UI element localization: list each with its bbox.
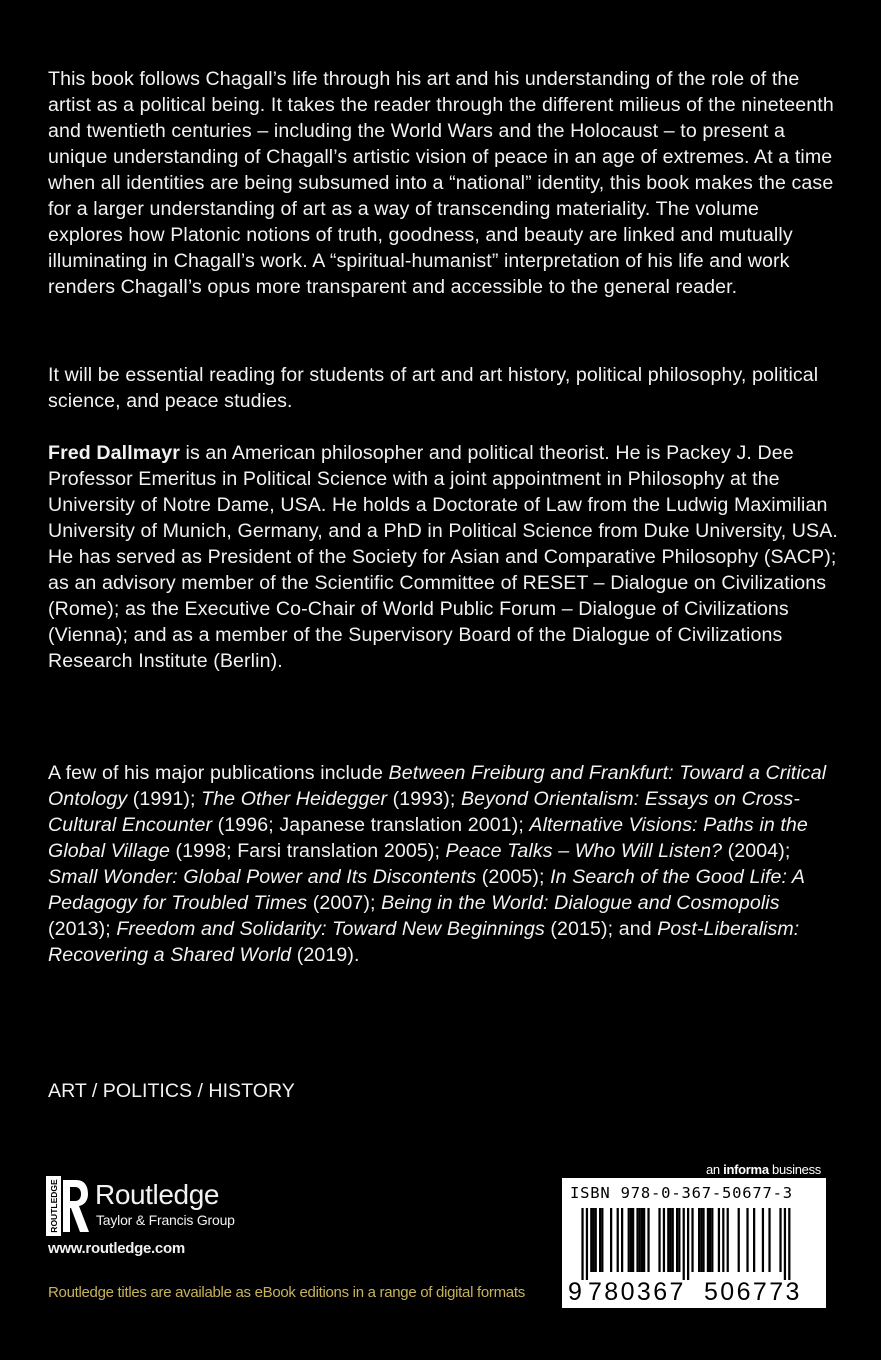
publication-title: Alternative Visions: Paths in the Global Village bbox=[48, 814, 808, 862]
informa-brand: informa bbox=[723, 1162, 769, 1177]
book-description bbox=[48, 66, 838, 300]
barcode-bar bbox=[643, 1208, 645, 1272]
barcode-bar bbox=[746, 1208, 748, 1272]
isbn-label: ISBN 978-0-367-50677-3 bbox=[570, 1184, 793, 1202]
barcode-bar bbox=[762, 1208, 764, 1272]
author-bio-text: is an American philosopher and political theorist. He is Packey J. Dee Professor Emeritus in Political Science with a joint appointment in Philosophy at the University of Notre Dame, USA. He holds a Doctorate of Law from the Ludwig Maximilian University of Munich, Germany, and a PhD in Political Science from Duke University, USA. He has served as President of the Society for Asian and Comparative Philosophy (SACP); as an advisory member of the Scientific Committee of RESET – Dialogue on Civilizations (Rome); as the Executive Co-Chair of World Public Forum – Dialogue of Civilizations (Vienna); and as a member of the Supervisory Board of the Dialogue of Civilizations Research Institute (Berlin). bbox=[48, 442, 838, 672]
description-paragraph-1: This book follows Chagall’s life through his art and his understanding of the role of the artist as a political being. It takes the reader through the different milieus of the nineteenth and twentieth centuries – including the World Wars and the Holocaust – to present a unique understanding of Chagall’s artistic vision of peace in an age of extremes. At a time when all identities are being subsumed into a “national” identity, this book makes the case for a larger understanding of art as a way of transcending materiality. The volume explores how Platonic notions of truth, goodness, and beauty are linked and mutually illuminating in Chagall’s work. A “spiritual-humanist” interpretation of his life and work renders Chagall’s opus more transparent and accessible to the general reader. bbox=[48, 68, 834, 298]
publication-text: (1998; Farsi translation 2005); bbox=[169, 840, 446, 862]
publisher-website: www.routledge.com bbox=[48, 1240, 185, 1257]
ean-right-group: 506773 bbox=[704, 1278, 802, 1306]
publication-text: (1996; Japanese translation 2001); bbox=[212, 814, 530, 836]
publication-title: Small Wonder: Global Power and Its Discontents bbox=[48, 866, 477, 888]
publication-text: (2019). bbox=[291, 944, 360, 966]
publication-text: (2005); bbox=[476, 866, 551, 888]
barcode-bar bbox=[676, 1208, 678, 1272]
barcode-bar bbox=[592, 1208, 594, 1272]
ean-left-group: 780367 bbox=[588, 1278, 686, 1306]
publication-text: (2004); bbox=[722, 840, 791, 862]
publication-text: (2015); and bbox=[544, 918, 658, 940]
publication-text: (1991); bbox=[127, 788, 202, 810]
barcode-bar bbox=[672, 1208, 674, 1272]
barcode-bar bbox=[599, 1208, 601, 1272]
barcode-bar bbox=[610, 1208, 612, 1272]
barcode-bar bbox=[658, 1208, 660, 1272]
publication-title: Freedom and Solidarity: Toward New Beginnings bbox=[116, 918, 545, 940]
barcode-bar bbox=[632, 1208, 634, 1272]
description-paragraph-2: It will be essential reading for students of art and art history, political philosophy, political science, and peace studies. bbox=[48, 364, 819, 412]
isbn-barcode bbox=[562, 1178, 826, 1308]
subject-categories: ART / POLITICS / HISTORY bbox=[48, 1080, 295, 1102]
barcode-bar bbox=[768, 1208, 770, 1272]
publication-title: Post-Liberalism: Recovering a Shared World bbox=[48, 918, 800, 966]
publication-title: Peace Talks – Who Will Listen? bbox=[445, 840, 723, 862]
publication-title: Between Freiburg and Frankfurt: Toward a Critical Ontology bbox=[48, 762, 827, 810]
publication-text: A few of his major publications include bbox=[48, 762, 389, 784]
barcode-bar bbox=[595, 1208, 597, 1272]
barcode-bar bbox=[647, 1208, 649, 1272]
routledge-logo-mark-icon bbox=[46, 1176, 90, 1236]
barcode-bar bbox=[621, 1208, 623, 1272]
publication-text: (2007); bbox=[307, 892, 382, 914]
barcode-bar bbox=[669, 1208, 671, 1272]
barcode-bar bbox=[687, 1208, 689, 1280]
publications-list bbox=[48, 760, 838, 968]
publication-title: In Search of the Good Life: A Pedagogy for Troubled Times bbox=[48, 866, 805, 914]
barcode-bar bbox=[788, 1208, 790, 1280]
barcode-bar bbox=[700, 1208, 702, 1272]
barcode-bar bbox=[779, 1208, 781, 1272]
barcode-bar bbox=[722, 1208, 724, 1272]
author-bio bbox=[48, 440, 838, 674]
barcode-bar bbox=[718, 1208, 720, 1272]
barcode-bar bbox=[738, 1208, 740, 1272]
barcode-bars bbox=[562, 1208, 826, 1280]
barcode-bar bbox=[784, 1208, 786, 1280]
barcode-bar bbox=[641, 1208, 643, 1272]
barcode-bar bbox=[667, 1208, 669, 1272]
publication-text: (1993); bbox=[387, 788, 461, 810]
barcode-bar bbox=[617, 1208, 619, 1272]
barcode-bar bbox=[709, 1208, 711, 1272]
publisher-name: Routledge bbox=[95, 1179, 220, 1210]
barcode-bar bbox=[727, 1208, 729, 1272]
publisher-group: Taylor & Francis Group bbox=[96, 1212, 235, 1228]
barcode-bar bbox=[601, 1208, 603, 1272]
barcode-bar bbox=[636, 1208, 638, 1272]
audience-statement bbox=[48, 362, 838, 414]
barcode-bar bbox=[698, 1208, 700, 1272]
svg-text:ROUTLEDGE: ROUTLEDGE bbox=[49, 1179, 59, 1233]
author-name: Fred Dallmayr bbox=[48, 442, 180, 464]
barcode-bar bbox=[628, 1208, 630, 1272]
informa-business-tagline: an informa business bbox=[706, 1162, 821, 1177]
barcode-bar bbox=[691, 1208, 693, 1272]
publication-title: Beyond Orientalism: Essays on Cross-Cultural Encounter bbox=[48, 788, 800, 836]
barcode-bar bbox=[586, 1208, 588, 1280]
barcode-bar bbox=[639, 1208, 641, 1272]
barcode-bar bbox=[590, 1208, 592, 1272]
routledge-logo bbox=[46, 1176, 286, 1236]
ean-digits bbox=[562, 1278, 826, 1306]
publication-title: The Other Heidegger bbox=[201, 788, 388, 810]
barcode-bar bbox=[678, 1208, 680, 1272]
barcode-bar bbox=[663, 1208, 665, 1272]
publication-text: (2013); bbox=[48, 918, 117, 940]
barcode-bar bbox=[702, 1208, 704, 1272]
barcode-bar bbox=[707, 1208, 709, 1272]
barcode-bar bbox=[630, 1208, 632, 1272]
barcode-bar bbox=[753, 1208, 755, 1272]
publication-title: Being in the World: Dialogue and Cosmopolis bbox=[381, 892, 780, 914]
ebook-availability-note: Routledge titles are available as eBook editions in a range of digital formats bbox=[48, 1284, 525, 1301]
barcode-bar bbox=[683, 1208, 685, 1280]
ean-first-digit: 9 bbox=[568, 1278, 582, 1306]
barcode-bar bbox=[711, 1208, 713, 1272]
barcode-bar bbox=[581, 1208, 583, 1280]
